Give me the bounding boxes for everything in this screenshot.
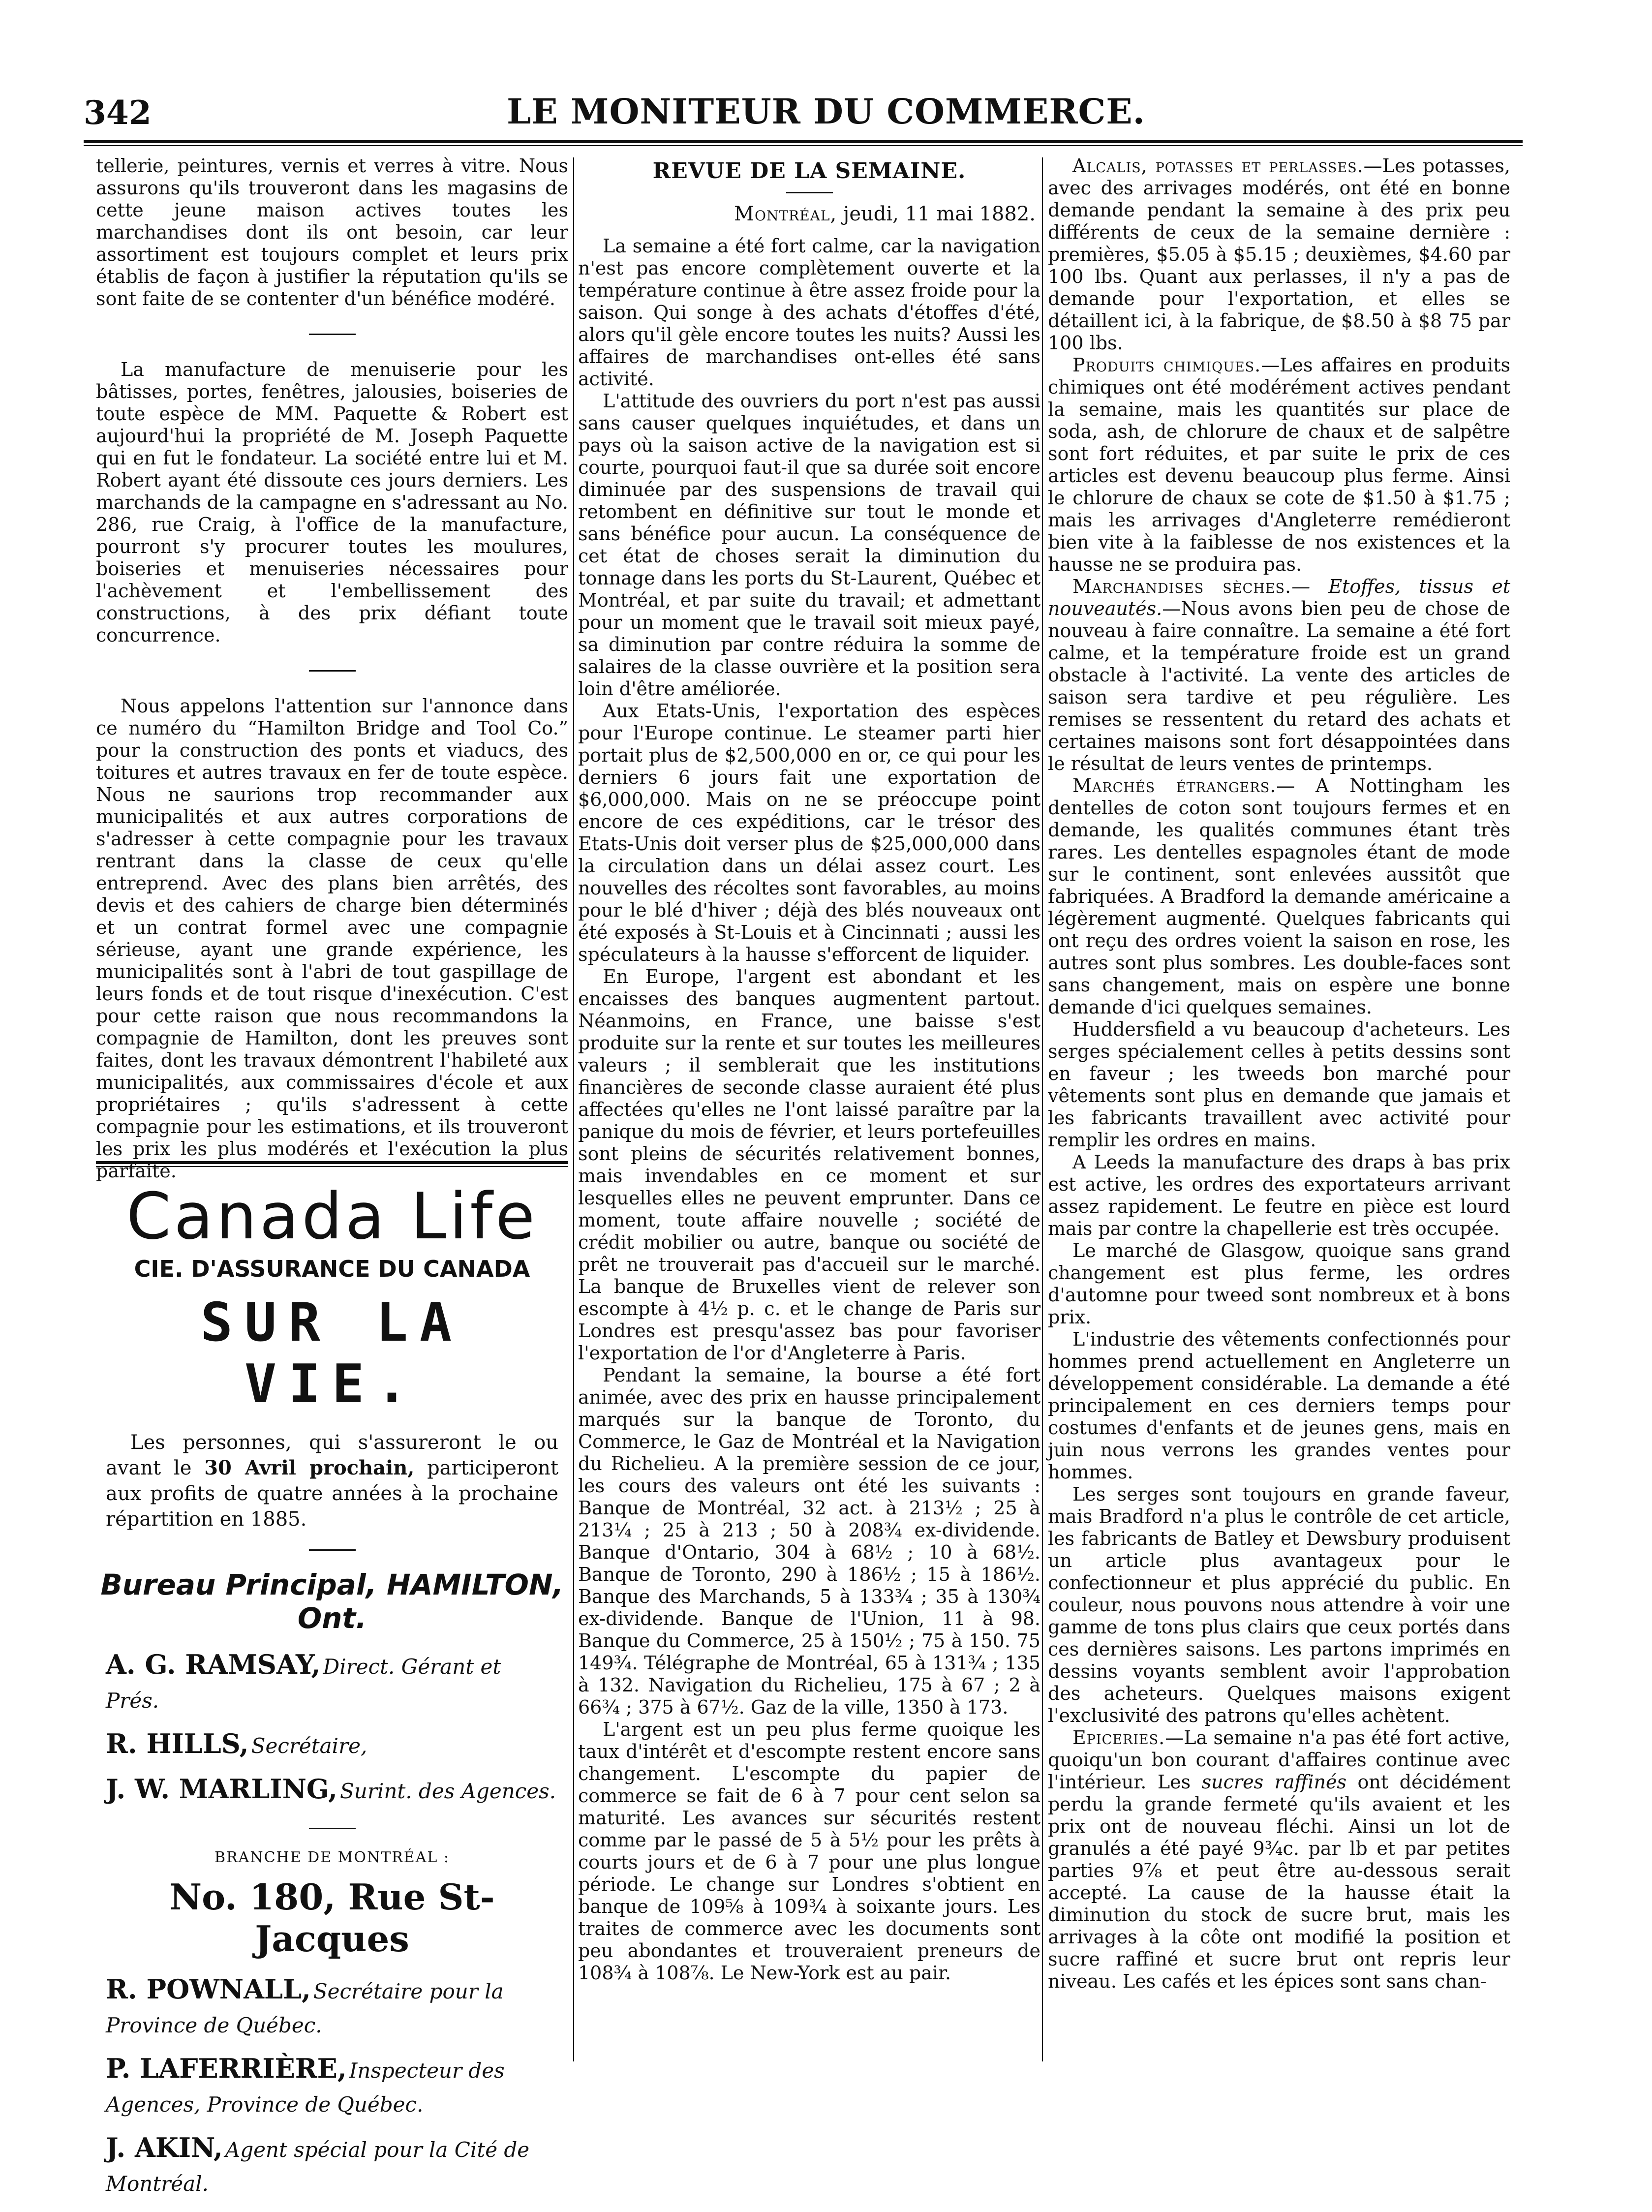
ad-branch-officer [106,2054,558,2124]
article-paragraph: La manufacture de menuiserie pour les bâtisses, portes, fenêtres, jalousies, boiseries de toute espèce de MM. Paquette & Robert est aujourd'hui la propriété de M. Joseph Paquette qui en fut le fondateur. La société entre lui et M. Robert ayant été dissoute ces jours derniers. Les marchands de la campagne en s'adressant au No. 286, rue Craig, à l'office de la manufacture, pourront s'y procurer toutes les moulures, boiseries et menuiseries nécessaires pour l'achèvement et l'embellissement des constructions, à des prix défiant toute concurrence. [96,359,568,646]
ad-separator [309,1549,356,1551]
column-divider-1 [573,157,574,2061]
officer-name: P. LAFERRIÈRE, [106,2053,347,2084]
paragraph-text: ont décidément perdu la grande fermeté qu'ils avaient et les prix ont de nouveau fléchi. Ainsi un lot de granulés a été payé 9¾c. par lb et par petites parties 9⅞ et peut être au-dessous serait accepté. La cause de la hausse était la diminution du stock de sucre brut, mais les arrivages à la côte ont modifié la position et sucre raffiné et sucre brut ont repris leur niveau. Les cafés et les épices sont sans chan- [1048,1771,1511,1992]
paragraph-text: —Nous avons bien peu de chose de nouveau à faire connaître. La semaine a été fort calme, et la température froide est un grand obstacle à l'activité. La vente des articles de saison sera tardive et peu régulière. Les remises se ressentent du retard des achats et certaines maisons sont fort désappointées dans le résultat de leurs ventes de printemps. [1048,598,1510,774]
paragraph-lead: Produits chimiques. [1072,354,1261,376]
officer-role: Direct. Gérant et Prés. [106,1655,501,1713]
article-paragraph: En Europe, l'argent est abondant et les encaisses des banques augmentent partout. Néanmoins, en France, une baisse s'est produite sur la rente et sur toutes les meilleures valeurs ; il semblerait que les institutions financières de seconde classe auraient été plus affectées qu'elles ne l'ont laissé paraître par la panique du mois de février, et leurs portefeuilles sont pleins de sécurités relativement bonnes, mais invendables en ce moment et sur lesquelles elles ne peuvent emprunter. Dans ce moment, toute affaire nouvelle ; société de crédit mobilier ou autre, banque ou société de prêt ne trouverait pas d'accueil sur le marché. La banque de Bruxelles vient de relever son escompte à 4½ p. c. et le change de Paris sur Londres est presqu'assez bas pour favoriser l'exportation de l'or d'Angleterre à Paris. [578,966,1040,1364]
market-paragraph: Huddersfield a vu beaucoup d'acheteurs. Les serges spécialement celles à petits dessins sont en faveur ; les tweeds bon marché pour vêtements sont plus en demande que jamais et les fabricants travaillent avec activité pour remplir les ordres en mains. [1048,1018,1510,1151]
article-paragraph: Aux Etats-Unis, l'exportation des espèces pour l'Europe continue. Le steamer parti hier portait plus de $2,500,000 en or, ce qui pour les derniers 6 jours fait une exportation de $6,000,000. Mais on ne se préoccupe point encore de ces expéditions, car le trésor des Etats-Unis doit verser plus de $25,000,000 dans la circulation dans un délai assez court. Les nouvelles des récoltes sont favorables, au moins pour le blé d'hiver ; déjà des blés nouveaux ont été exposés à St-Louis et à Cincinnati ; aussi les spéculateurs à la hausse s'efforcent de liquider. [578,700,1040,965]
page-number: 342 [84,93,152,132]
market-paragraph: Les serges sont toujours en grande faveur, mais Bradford n'a plus le contrôle de cet article, les fabricants de Batley et Dewsbury produisent un article plus avantageux pour le confectionneur et plus apprécié du public. En couleur, nous pouvons nous attendre à voir une gamme de tons plus clairs que ceux portés dans ces dernières saisons. Les partons imprimés en dessins voyants semblent avoir l'approbation des acheteurs. Quelques maisons exigent l'exclusivité des patrons qu'elles achètent. [1048,1483,1510,1726]
paragraph-lead: Marchandises sèches. [1072,576,1292,597]
masthead-title: LE MONITEUR DU COMMERCE. [507,91,1145,132]
dateline-date: jeudi, 11 mai 1882. [843,203,1036,225]
article-paragraph: L'attitude des ouvriers du port n'est pas aussi sans causer quelques inquiétudes, et dans un pays où la saison active de la navigation est si courte, pourquoi faut-il que sa durée soit encore diminuée par des suspensions de travail qui retombent en définitive sur tout le monde et sans bénéfice pour aucun. La conséquence de cet état de choses serait la diminution du tonnage dans les ports du St-Laurent, Québec et Montréal, et par suite du travail; et admettant pour un moment que le travail soit mieux payé, sa diminution par contre réduira la somme de salaires de la classe ouvrière et la position sera loin d'être améliorée. [578,390,1040,700]
section-separator [786,192,833,193]
ad-officer [106,1650,558,1720]
column-1 [96,155,568,1182]
ad-text-deadline: 30 Avril prochain, [204,1456,415,1479]
ad-officer [106,1729,558,1765]
market-paragraph [1048,576,1510,775]
market-paragraph: Le marché de Glasgow, quoique sans grand changement est plus ferme, les ordres d'automne pour tweed sont nombreux et à bons prix. [1048,1240,1510,1328]
ad-officer [106,1774,558,1811]
column-3 [1048,155,1510,1993]
officer-name: R. HILLS, [106,1728,249,1759]
ad-text-before: Les personnes, qui s'assureront le ou avant le [106,1431,558,1479]
paragraph-emphasis: sucres raffinés [1201,1771,1346,1793]
dateline [578,203,1036,225]
officer-name: J. AKIN, [106,2132,223,2163]
ad-branch-address: No. 180, Rue St-Jacques [169,1876,495,1960]
ad-headline: SUR LA VIE. [200,1292,464,1415]
paragraph-lead: Alcalis, potasses et perlasses. [1072,155,1364,177]
officer-name: R. POWNALL, [106,1973,311,2005]
column-divider-2 [1042,157,1043,2061]
paragraph-lead: Epiceries. [1072,1727,1165,1749]
ad-branch-officer [106,2133,558,2203]
paragraph-text: —Les potasses, avec des arrivages modérés, ont été en bonne demande pendant la semaine à des prix peu différents de ceux de la semaine dernière : premières, $5.05 à $5.15 ; deuxièmes, $4.60 par 100 lbs. Quant aux perlasses, il n'y a pas de demande pour l'exportation, et elles se détaillent ici, à la fabrique, de $8.50 à $8 75 par 100 lbs. [1048,155,1510,354]
article-paragraph: Pendant la semaine, la bourse a été fort animée, avec des prix en hausse principalement marqués sur la banque de Toronto, du Commerce, le Gaz de Montréal et la Navigation du Richelieu. A la première session de ce jour, les cours des valeurs ont été les suivants : Banque de Montréal, 32 act. à 213½ ; 25 à 213¼ ; 25 à 213 ; 50 à 208¾ ex-dividende. Banque d'Ontario, 304 à 68½ ; 10 à 68½. Banque de Toronto, 290 à 186½ ; 15 à 186½. Banque des Marchands, 5 à 133¾ ; 35 à 130¾ ex-dividende. Banque de l'Union, 11 à 98. Banque du Commerce, 25 à 150½ ; 75 à 150. 75 149¾. Télégraphe de Montréal, 65 à 131¾ ; 135 à 132. Navigation du Richelieu, 175 à 67 ; 2 à 66¾ ; 375 à 67½. Gaz de la ville, 1350 à 173. [578,1364,1040,1718]
paragraph-text: —Les affaires en produits chimiques ont été modérément actives pendant la semaine, mais les quantités sur place de soda, ash, de chlorure de chaux et de salpêtre sont fort réduites, et par suite le prix de ces articles est devenu beaucoup plus ferme. Ainsi le chlorure de chaux se cote de $1.50 à $1.75 ; mais les arrivages d'Angleterre remédieront bien vite à la faiblesse de nos existences et la hausse ne se produira pas. [1048,354,1510,575]
officer-role: Secrétaire, [251,1734,367,1758]
ad-text-after: participeront aux profits de quatre années à la prochaine répartition en 1885. [106,1457,559,1531]
paragraph-text: —La semaine n'a pas été fort active, quoiqu'un bon courant d'affaires continue avec l'intérieur. Les [1048,1727,1510,1793]
officer-role: Secrétaire pour la Province de Québec. [106,1979,504,2037]
market-paragraph [1048,775,1510,1018]
header-rule [84,140,1523,143]
canada-life-advertisement [96,1161,568,2212]
column-2 [578,155,1040,1984]
officer-role: Inspecteur des Agences, Province de Québec. [106,2058,505,2117]
officer-role: Surint. des Agences. [340,1779,556,1803]
paragraph-sublead: — Etoffes, tissus et nouveautés. [1048,576,1510,619]
article-paragraph: La semaine a été fort calme, car la navigation n'est pas encore complètement ouverte et la température continue à être assez froide pour la saison. Qui songe à des achats d'étoffes d'été, alors qu'il gèle encore toutes les nuits? Aussi les affaires de marchandises ont-elles été sans activité. [578,235,1040,390]
article-paragraph: Nous appelons l'attention sur l'annonce dans ce numéro du “Hamilton Bridge and Tool Co.” pour la construction des ponts et viaducs, des toitures et autres travaux en fer de toute espèce. Nous ne saurions trop recommander aux municipalités et aux autres corporations de s'adresser à cette compagnie pour les travaux rentrant dans la classe de ceux qu'elle entreprend. Avec des plans bien arrêtés, des devis et des cahiers de charge bien déterminés et un contrat formel avec une compagnie sérieuse, ayant une grande expérience, les municipalités sont à l'abri de tout gaspillage de leurs fonds et de tout risque d'inexécution. C'est pour cette raison que nous recommandons la compagnie de Hamilton, dont les preuves sont faites, dont les travaux démontrent l'habileté aux municipalités, aux commissaires d'école et aux propriétaires ; qu'ils s'adressent à cette compagnie pour les estimations, et ils trouveront les prix les plus modérés et l'exécution la plus parfaite. [96,695,568,1182]
ad-subtitle: CIE. D'ASSURANCE DU CANADA [134,1256,530,1282]
section-separator [309,334,356,335]
officer-name: A. G. RAMSAY, [106,1649,321,1680]
market-paragraph [1048,155,1510,354]
ad-brand-title: Canada Life [126,1179,538,1254]
section-heading: REVUE DE LA SEMAINE. [652,158,966,184]
section-separator [309,670,356,672]
officer-role: Agent spécial pour la Cité de Montréal. [106,2138,530,2196]
paragraph-lead: Marchés étrangers. [1072,775,1277,797]
dateline-place: Montréal, [734,203,837,225]
ad-branch-label: BRANCHE DE MONTRÉAL : [214,1849,450,1866]
ad-head-office: Bureau Principal, HAMILTON, Ont. [100,1568,564,1635]
market-paragraph: A Leeds la manufacture des draps à bas prix est active, les ordres des exportateurs arrivant assez rapidement. Le feutre en pièce est lourd mais par contre la chapellerie est très occupée. [1048,1151,1510,1239]
ad-body-text [106,1430,558,1532]
header-rule-thin [84,145,1523,146]
article-paragraph: tellerie, peintures, vernis et verres à vitre. Nous assurons qu'ils trouveront dans les magasins de cette jeune maison actives toutes les marchandises dont ils ont besoin, car leur assortiment est toujours complet et leurs prix établis de façon à justifier la réputation qu'ils se sont faite de se contenter d'un bénéfice modéré. [96,155,568,309]
article-paragraph: L'argent est un peu plus ferme quoique les taux d'intérêt et d'escompte restent encore sans changement. L'escompte du papier de commerce se fait de 6 à 7 pour cent selon sa maturité. Les avances sur sécurités restent comme par le passé de 5 à 5½ pour les prêts à courts jours et de 6 à 7 pour une plus longue période. Le change sur Londres s'obtient en banque de 109⅝ à 109¾ à soixante jours. Les traites de commerce avec les documents sont peu abondantes et trouveraient preneurs de 108¾ à 108⅞. Le New-York est au pair. [578,1719,1040,1984]
market-paragraph: L'industrie des vêtements confectionnés pour hommes prend actuellement en Angleterre un développement considérable. La demande a été principalement en ces derniers temps pour costumes d'enfants et de jeunes gens, mais en juin nous verrons les grandes ventes pour hommes. [1048,1328,1510,1483]
market-paragraph [1048,354,1510,576]
ad-rule [96,1161,568,1164]
officer-name: J. W. MARLING, [106,1773,337,1805]
ad-branch-officer [106,1974,558,2045]
paragraph-text: — A Nottingham les dentelles de coton sont toujours fermes et en demande, les qualités communes étant très rares. Les dentelles espagnoles étant de mode sur le continent, sont enlevées aussitôt que fabriquées. A Bradford la demande américaine a légèrement augmenté. Quelques fabricants qui ont reçu des ordres voient la saison en rose, les autres sont plus sombres. Les double-faces sont sans changement, mais on espère une bonne demande d'ici quelques semaines. [1048,775,1510,1018]
ad-rule-thin [96,1166,568,1167]
market-paragraph [1048,1727,1510,1993]
ad-separator [309,1828,356,1829]
